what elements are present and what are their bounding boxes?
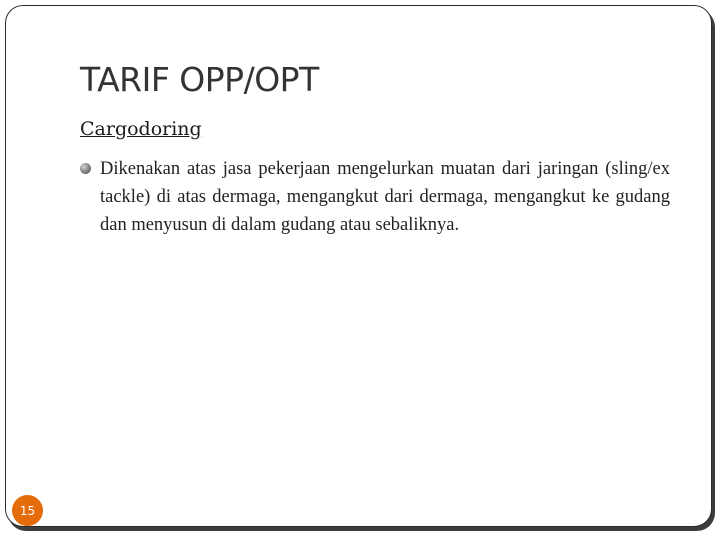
slide-title: TARIF OPP/OPT <box>80 60 319 99</box>
bullet-icon <box>80 163 91 174</box>
bullet-item <box>80 155 670 239</box>
page-number-badge: 15 <box>12 495 43 526</box>
section-heading: Cargodoring <box>80 118 202 140</box>
bullet-text: Dikenakan atas jasa pekerjaan mengelurkan muatan dari jaringan (sling/ex tackle) di atas dermaga, mengangkut dari dermaga, mengangkut ke gudang dan menyusun di dalam gudang atau sebaliknya. <box>100 159 670 235</box>
